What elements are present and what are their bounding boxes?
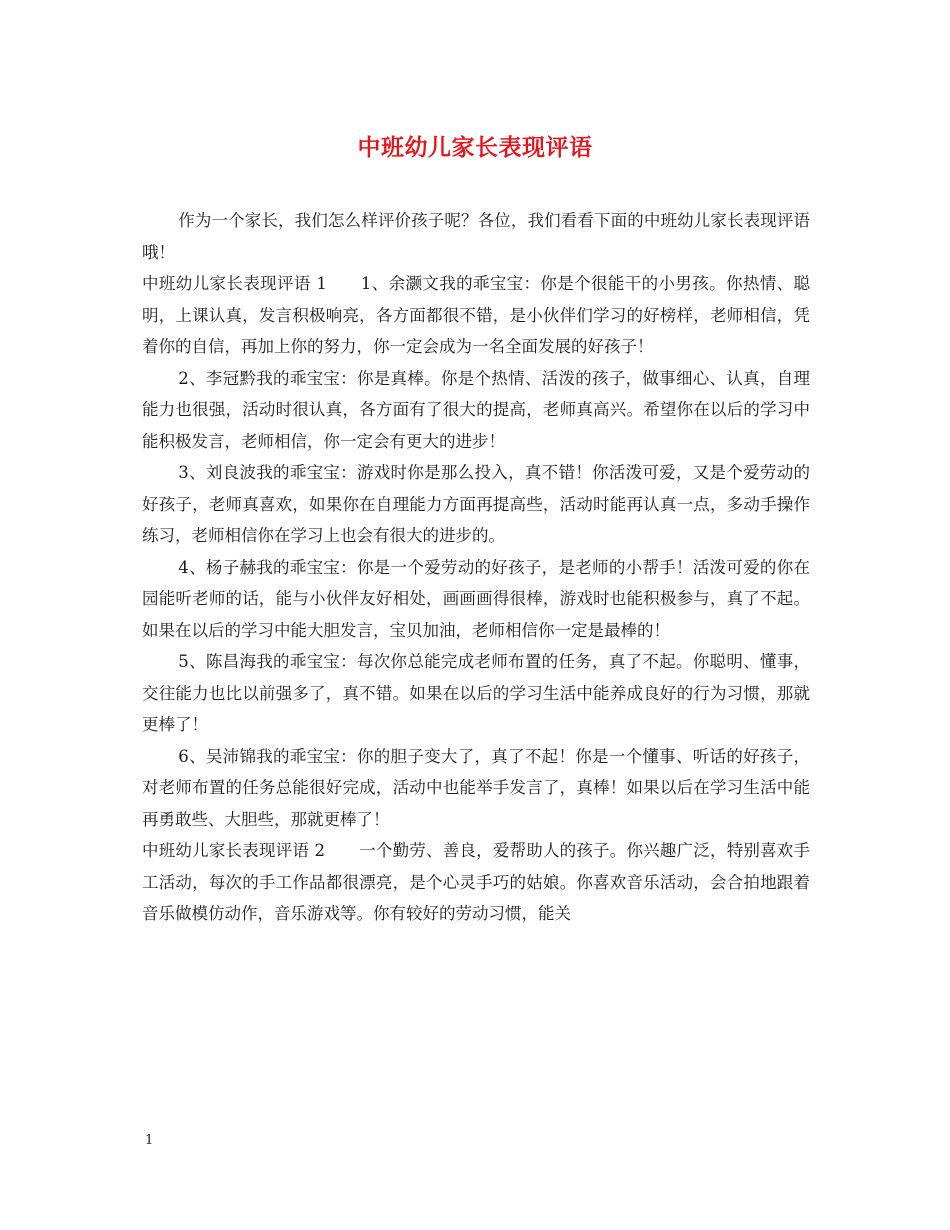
section-heading: 中班幼儿家长表现评语 2 (142, 841, 325, 860)
comment-paragraph (142, 835, 810, 930)
paragraph-text: 6、吴沛锦我的乖宝宝：你的胆子变大了，真了不起！你是一个懂事、听话的好孩子，对老师布置的任务总能很好完成，活动中也能举手发言了，真棒！如果以后在学习生活中能再勇敢些、大胆些，那就更棒了！ (142, 746, 810, 829)
comment-paragraph (142, 552, 810, 647)
page-number: 1 (145, 1133, 154, 1148)
paragraph-text: 作为一个家长，我们怎么样评价孩子呢？各位，我们看看下面的中班幼儿家长表现评语哦！ (142, 211, 810, 262)
paragraph-text: 1、余灏文我的乖宝宝：你是个很能干的小男孩。你热情、聪明，上课认真，发言积极响亮，各方面都很不错，是小伙伴们学习的好榜样，老师相信，凭着你的自信，再加上你的努力，你一定会成为一名全面发展的好孩子！ (142, 274, 811, 356)
page-title: 中班幼儿家长表现评语 (357, 134, 593, 161)
paragraph-text: 一个勤劳、善良，爱帮助人的孩子。你兴趣广泛，特别喜欢手工活动，每次的手工作品都很漂亮，是个心灵手巧的姑娘。你喜欢音乐活动，会合拍地跟着音乐做模仿动作，音乐游戏等。你有较好的劳动习惯，能关 (142, 841, 811, 923)
paragraph-text: 4、杨子赫我的乖宝宝：你是一个爱劳动的好孩子，是老师的小帮手！活泼可爱的你在园能听老师的话，能与小伙伴友好相处，画画画得很棒，游戏时也能积极参与，真了不起。如果在以后的学习中能大胆发言，宝贝加油，老师相信你一定是最棒的！ (142, 557, 810, 640)
paragraph-text: 5、陈昌海我的乖宝宝：每次你总能完成老师布置的任务，真了不起。你聪明、懂事，交往能力也比以前强多了，真不错。如果在以后的学习生活中能养成良好的行为习惯，那就更棒了！ (142, 652, 810, 734)
comment-paragraph (142, 268, 810, 363)
comment-paragraph (142, 646, 810, 741)
paragraph-text: 2、李冠黔我的乖宝宝：你是真棒。你是个热情、活泼的孩子，做事细心、认真，自理能力也很强，活动时很认真，各方面有了很大的提高，老师真高兴。希望你在以后的学习中能积极发言，老师相信，你一定会有更大的进步！ (142, 368, 810, 451)
comment-paragraph (142, 457, 810, 552)
document-body (142, 205, 810, 930)
paragraph-text: 3、刘良波我的乖宝宝：游戏时你是那么投入，真不错！你活泼可爱，又是个爱劳动的好孩子，老师真喜欢，如果你在自理能力方面再提高些，活动时能再认真一点，多动手操作练习，老师相信你在学习上也会有很大的进步的。 (142, 463, 810, 545)
comment-paragraph (142, 363, 810, 458)
comment-paragraph (142, 741, 810, 836)
intro-paragraph (142, 205, 810, 268)
section-heading: 中班幼儿家长表现评语 1 (142, 274, 327, 293)
